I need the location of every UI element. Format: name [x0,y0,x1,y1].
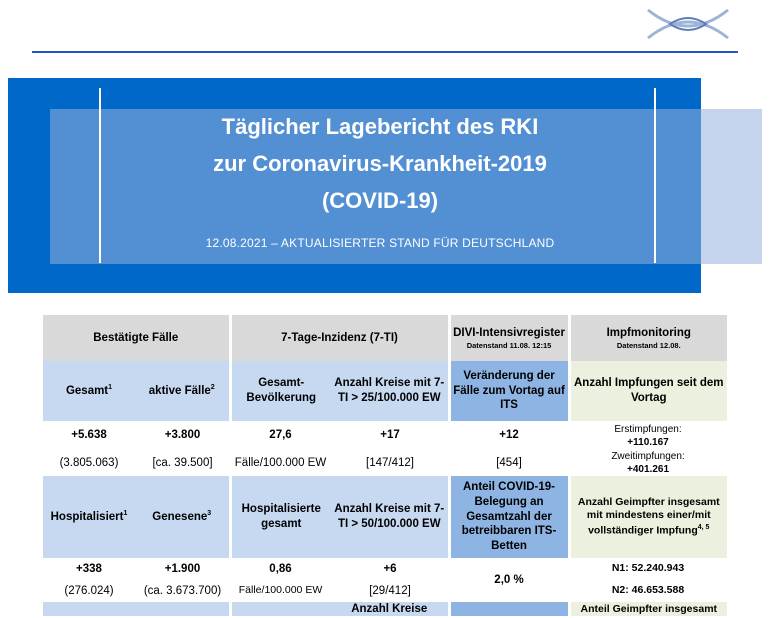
header-rule [32,51,738,53]
aktive-value: +3.800 [164,429,201,442]
impf-datenstand: Datenstand 12.08. [616,340,681,350]
its-veraenderung-label: Veränderung der Fälle zum Vortag auf ITS [449,361,569,421]
impf-title: Impfmonitoring [606,326,691,339]
kreise-block3-label: Anzahl Kreise [331,602,449,616]
hospitalisierte-gesamt-label: Hospitalisierte gesamt [230,476,331,558]
its-veraenderung-value: +12 [499,429,519,442]
geimpfte-insgesamt-label: Anzahl Geimpfter insgesamt mit mindestens einer/mit vollständiger Impfung$^{4, 5}$ [569,476,727,558]
kreise-50-value: +6 [383,562,397,575]
zweitimpfungen-value: +401.261 [627,464,670,475]
gesamt-value: +5.638 [71,429,107,442]
block1-label-row [43,361,727,421]
erstimpfungen-label: Erstimpfungen: [614,423,682,435]
hospitalisierte-unit: Fälle/100.000 EW [238,584,323,597]
title-line-1: Täglicher Lagebericht des RKI [221,114,539,139]
report-subtitle: 12.08.2021 – AKTUALISIERTER STAND FÜR DEUTSCHLAND [205,236,555,250]
kreise-25-value: +17 [380,429,400,442]
block3-cell-5 [449,602,569,616]
genesene-total: (ca. 3.673.700) [143,584,222,597]
erstimpfungen-cell [569,421,727,450]
block2-total-row [43,580,727,602]
zweitimpfungen-cell [569,450,727,476]
section-impfmonitoring [569,315,727,361]
rki-logo [640,4,736,44]
kreise-25-total: [147/412] [366,456,414,469]
block1-total-row [43,450,727,476]
anteil-geimpfter-label: Anteil Geimpfter insgesamt [569,602,727,616]
section-header-row [43,315,727,361]
aktive-total: [ca. 39.500] [152,456,213,469]
aktive-faelle-label: aktive Fälle$^2$ [135,361,230,421]
block3-cell-3 [230,602,331,616]
title-line-2: zur Coronavirus-Krankheit-2019 [213,151,547,176]
n2-value: N2: 46.653.588 [611,584,685,597]
block1-value-row [43,421,727,450]
gesamt-label: Gesamt$^1$ [43,361,135,421]
title-line-3: (COVID-19) [321,188,439,213]
section-inzidenz: 7-Tage-Inzidenz (7-TI) [230,315,449,361]
kreise-50-total: [29/412] [369,584,411,597]
hospitalisiert-value: +338 [76,562,102,575]
divi-datenstand: Datenstand 11.08. 12:15 [466,340,552,350]
inzidenz-unit: Fälle/100.000 EW [234,456,327,469]
block2-value-row [43,558,727,580]
block3-label-row [43,602,727,616]
kreise-50-label: Anzahl Kreise mit 7-TI > 50/100.000 EW [331,476,449,558]
block3-cell-2 [135,602,230,616]
zweitimpfungen-label: Zweitimpfungen: [611,451,685,462]
genesene-label: Genesene$^3$ [135,476,230,558]
inzidenz-value: 27,6 [269,429,292,442]
divi-title: DIVI-Intensivregister [453,326,565,339]
genesene-value: +1.900 [164,562,201,575]
its-anteil-label: Anteil COVID-19-Belegung an Gesamtzahl der betreibbaren ITS-Betten [449,476,569,558]
hospitalisiert-label: Hospitalisiert$^1$ [43,476,135,558]
kreise-25-label: Anzahl Kreise mit 7-TI > 25/100.000 EW [331,361,449,421]
n1-value: N1: 52.240.943 [611,562,685,575]
summary-table [43,315,727,616]
its-anteil-value: 2,0 % [494,573,524,586]
section-bestaetigte-faelle: Bestätigte Fälle [43,315,230,361]
section-divi [449,315,569,361]
block2-label-row [43,476,727,558]
block3-cell-1 [43,602,135,616]
gesamt-bevoelkerung-label: Gesamt-Bevölkerung [230,361,331,421]
erstimpfungen-value: +110.167 [627,436,669,448]
hospitalisiert-total: (276.024) [64,584,114,597]
hospitalisierte-inzidenz-value: 0,86 [269,562,292,575]
gesamt-total: (3.805.063) [59,456,119,469]
its-total: [454] [496,456,522,469]
impfungen-vortag-label: Anzahl Impfungen seit dem Vortag [569,361,727,421]
